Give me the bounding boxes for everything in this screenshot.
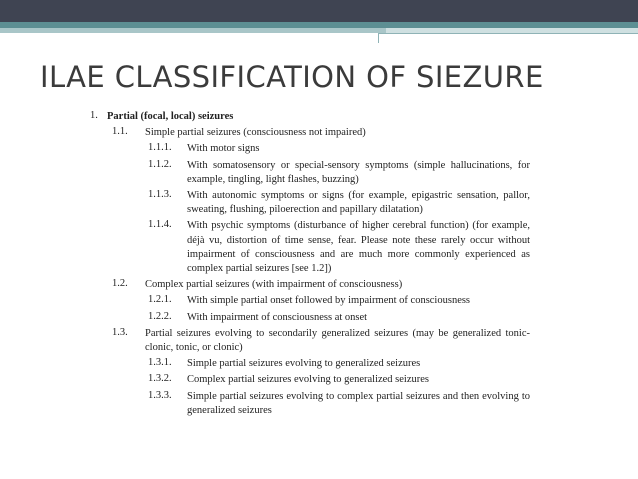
- outline-text: With psychic symptoms (disturbance of higher cerebral function) (for example, déjà vu, distortion of time sense, fear. Please note these rarely occur without impairment of consciousness and are much more commonly experienced as complex partial seizures [see 1.2]): [187, 220, 530, 275]
- outline-item: [90, 357, 530, 371]
- outline-number: 1.1.4.: [148, 219, 172, 231]
- outline-item: [90, 294, 530, 308]
- outline-text: Partial (focal, local) seizures: [107, 111, 234, 122]
- outline-item: [90, 373, 530, 387]
- outline-item: [90, 110, 530, 124]
- outline-number: 1.2.2.: [148, 310, 172, 322]
- outline-item: [90, 327, 530, 355]
- outline-text: With simple partial onset followed by impairment of consciousness: [187, 295, 471, 307]
- outline-text: With motor signs: [187, 143, 260, 155]
- outline-number: 1.1.3.: [148, 189, 172, 201]
- outline-item: [90, 142, 530, 156]
- outline-number: 1.2.1.: [148, 294, 172, 306]
- outline-item: [90, 159, 530, 187]
- outline-text: Simple partial seizures evolving to complex partial seizures and then evolving to generalized seizures: [187, 390, 530, 416]
- outline-item: [90, 126, 530, 140]
- classification-outline: [90, 110, 530, 418]
- outline-number: 1.: [90, 110, 98, 121]
- accent-band-left: [0, 28, 386, 33]
- outline-text: Simple partial seizures (consciousness not impaired): [145, 127, 366, 139]
- outline-number: 1.3.: [112, 326, 128, 338]
- outline-text: Complex partial seizures evolving to generalized seizures: [187, 374, 429, 386]
- outline-number: 1.1.1.: [148, 142, 172, 154]
- outline-text: Complex partial seizures (with impairment of consciousness): [145, 279, 403, 291]
- outline-text: Simple partial seizures evolving to generalized seizures: [187, 358, 421, 370]
- outline-item: [90, 278, 530, 292]
- slide-title: ILAE CLASSIFICATION OF SIEZURE: [40, 60, 544, 94]
- outline-text: Partial seizures evolving to secondarily generalized seizures (may be generalized tonic-clonic, tonic, or clonic): [145, 327, 530, 354]
- outline-number: 1.2.: [112, 278, 128, 290]
- outline-number: 1.1.: [112, 126, 128, 138]
- outline-item: [90, 390, 530, 418]
- outline-number: 1.3.1.: [148, 357, 172, 369]
- outline-number: 1.3.2.: [148, 373, 172, 385]
- outline-number: 1.3.3.: [148, 389, 172, 401]
- outline-text: With impairment of consciousness at onset: [187, 311, 368, 323]
- accent-line: [378, 33, 638, 43]
- outline-item: [90, 189, 530, 217]
- header-bar: [0, 0, 638, 22]
- outline-item: [90, 311, 530, 325]
- outline-item: [90, 219, 530, 276]
- outline-text: With somatosensory or special-sensory symptoms (simple hallucinations, for example, tingling, light flashes, buzzing): [187, 159, 530, 185]
- outline-text: With autonomic symptoms or signs (for example, epigastric sensation, pallor, sweating, flushing, piloerection and papillary dilatation): [187, 190, 530, 216]
- outline-number: 1.1.2.: [148, 158, 172, 170]
